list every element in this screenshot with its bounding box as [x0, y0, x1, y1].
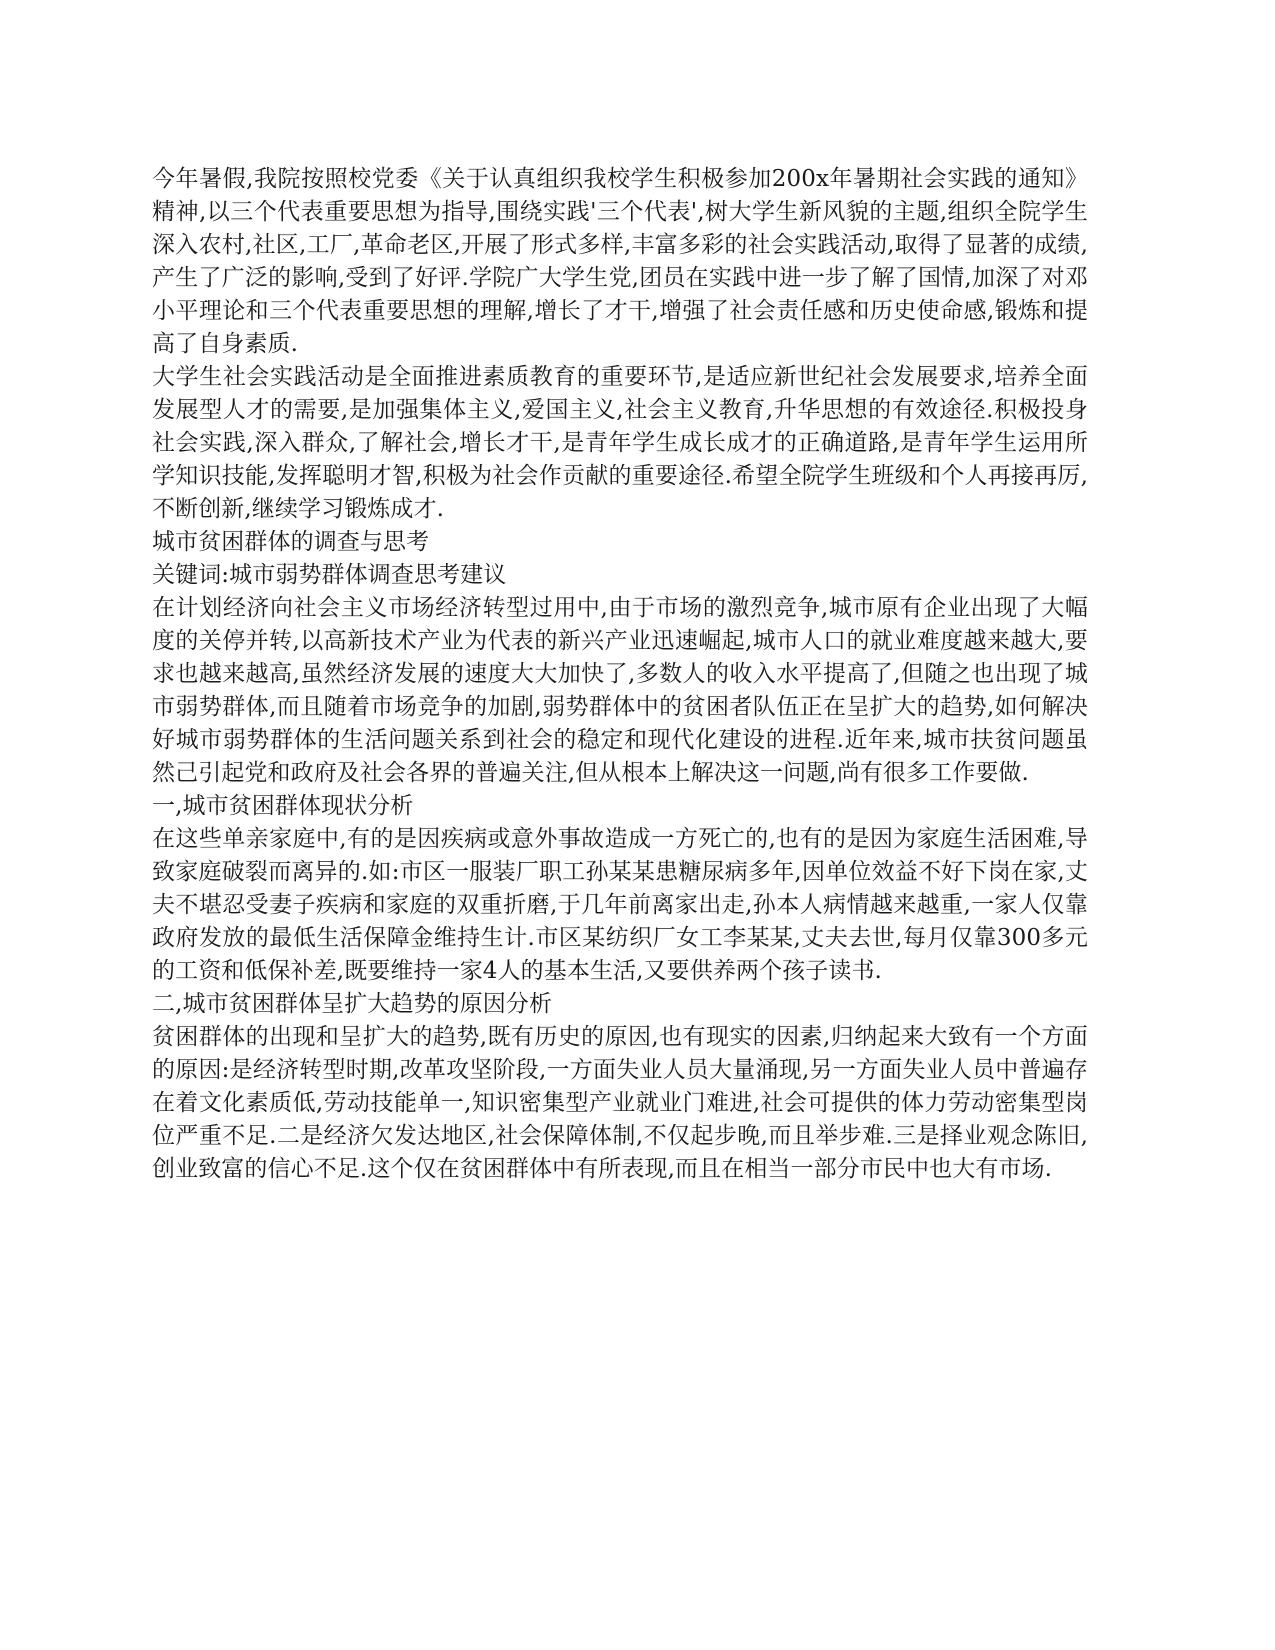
- single-parent-paragraph: 在这些单亲家庭中,有的是因疾病或意外事故造成一方死亡的,也有的是因为家庭生活困难,导致家庭破裂而离异的.如:市区一服装厂职工孙某某患糖尿病多年,因单位效益不好下岗在家,丈夫不堪忍受妻子疾病和家庭的双重折磨,于几年前离家出走,孙本人病情越来越重,一家人仅靠政府发放的最低生活保障金维持生计.市区某纺织厂女工李某某,丈夫去世,每月仅靠300多元的工资和低保补差,既要维持一家4人的基本生活,又要供养两个孩子读书.: [152, 826, 1088, 984]
- article-title: 城市贫困群体的调查与思考: [152, 529, 430, 555]
- section-heading-2: 二,城市贫困群体呈扩大趋势的原因分析: [152, 991, 553, 1017]
- section-heading-1: 一,城市贫困群体现状分析: [152, 793, 414, 819]
- intro-paragraph: 今年暑假,我院按照校党委《关于认真组织我校学生积极参加200x年暑期社会实践的通知》精神,以三个代表重要思想为指导,围绕实践'三个代表',树大学生新风貌的主题,组织全院学生深入农村,社区,工厂,革命老区,开展了形式多样,丰富多彩的社会实践活动,取得了显著的成绩,产生了广泛的影响,受到了好评.学院广大学生党,团员在实践中进一步了解了国情,加深了对邓小平理论和三个代表重要思想的理解,增长了才干,增强了社会责任感和历史使命感,锻炼和提高了自身素质.: [152, 166, 1088, 357]
- keywords-line: 关键词:城市弱势群体调查思考建议: [152, 562, 507, 588]
- document-page: [152, 163, 1088, 1186]
- background-paragraph: 在计划经济向社会主义市场经济转型过用中,由于市场的激烈竞争,城市原有企业出现了大幅度的关停并转,以高新技术产业为代表的新兴产业迅速崛起,城市人口的就业难度越来越大,要求也越来越高,虽然经济发展的速度大大加快了,多数人的收入水平提高了,但随之也出现了城市弱势群体,而且随着市场竞争的加剧,弱势群体中的贫困者队伍正在呈扩大的趋势,如何解决好城市弱势群体的生活问题关系到社会的稳定和现代化建设的进程.近年来,城市扶贫问题虽然己引起党和政府及社会各界的普遍关注,但从根本上解决这一问题,尚有很多工作要做.: [152, 595, 1088, 786]
- practice-paragraph: 大学生社会实践活动是全面推进素质教育的重要环节,是适应新世纪社会发展要求,培养全面发展型人才的需要,是加强集体主义,爱国主义,社会主义教育,升华思想的有效途径.积极投身社会实践,深入群众,了解社会,增长才干,是青年学生成长成才的正确道路,是青年学生运用所学知识技能,发挥聪明才智,积极为社会作贡献的重要途径.希望全院学生班级和个人再接再厉,不断创新,继续学习锻炼成才.: [152, 364, 1088, 522]
- causes-paragraph: 贫困群体的出现和呈扩大的趋势,既有历史的原因,也有现实的因素,归纳起来大致有一个方面的原因:是经济转型时期,改革攻坚阶段,一方面失业人员大量涌现,另一方面失业人员中普遍存在着文化素质低,劳动技能单一,知识密集型产业就业门难进,社会可提供的体力劳动密集型岗位严重不足.二是经济欠发达地区,社会保障体制,不仅起步晚,而且举步难.三是择业观念陈旧,创业致富的信心不足.这个仅在贫困群体中有所表现,而且在相当一部分市民中也大有市场.: [152, 1024, 1088, 1182]
